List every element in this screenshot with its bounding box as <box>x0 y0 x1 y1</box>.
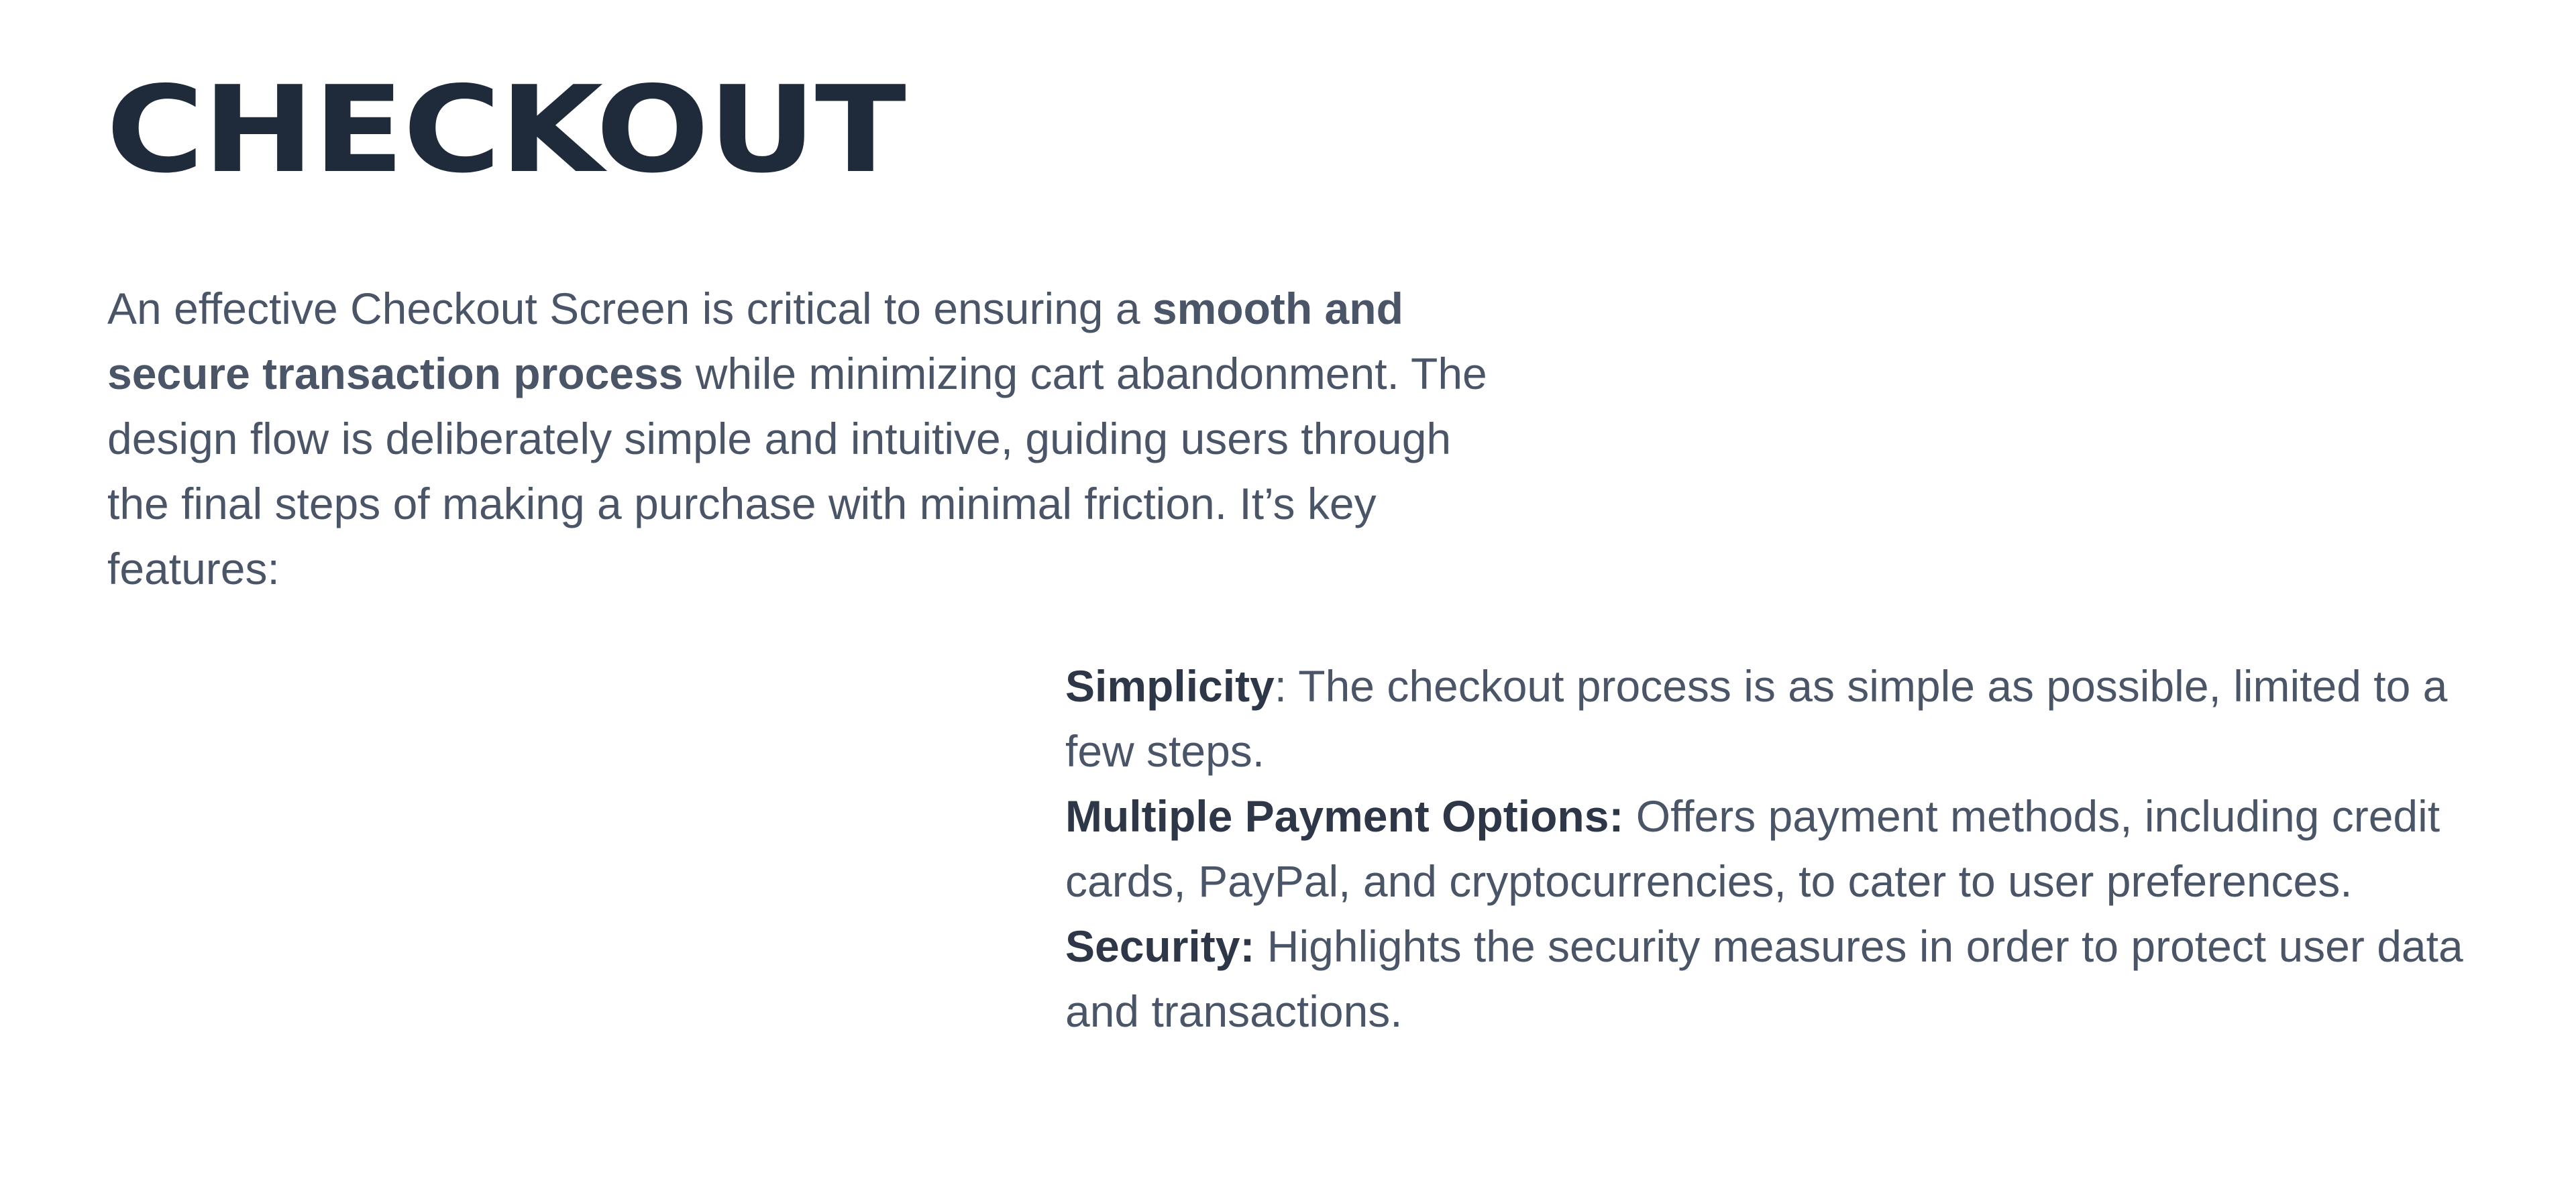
feature-term: Simplicity <box>1065 661 1275 711</box>
intro-text-before: An effective Checkout Screen is critical to ensuring a <box>107 284 1152 333</box>
feature-multiple-payment-options <box>1065 784 2514 914</box>
feature-term: Security: <box>1065 921 1255 971</box>
feature-description: Highlights the security measures in order to protect user data and transactions. <box>1065 921 2463 1036</box>
page-title: CHECKOUT <box>106 60 905 199</box>
key-features-list <box>1065 654 2514 1044</box>
feature-separator <box>1623 791 1635 841</box>
feature-simplicity <box>1065 654 2514 784</box>
feature-description: Offers payment methods, including credit cards, PayPal, and cryptocurrencies, to cater to user preferences. <box>1065 791 2440 906</box>
feature-term: Multiple Payment Options: <box>1065 791 1624 841</box>
intro-emphasis: smooth and secure transaction process <box>107 284 1403 398</box>
intro-text-after: while minimizing cart abandonment. The design flow is deliberately simple and intuitive, guiding users through the final steps of making a purchase with minimal friction. It’s key features: <box>107 349 1487 593</box>
feature-separator: : <box>1274 661 1299 711</box>
feature-security <box>1065 914 2514 1044</box>
intro-paragraph <box>107 276 1516 602</box>
feature-description: The checkout process is as simple as possible, limited to a few steps. <box>1065 661 2448 776</box>
feature-separator <box>1254 921 1267 971</box>
